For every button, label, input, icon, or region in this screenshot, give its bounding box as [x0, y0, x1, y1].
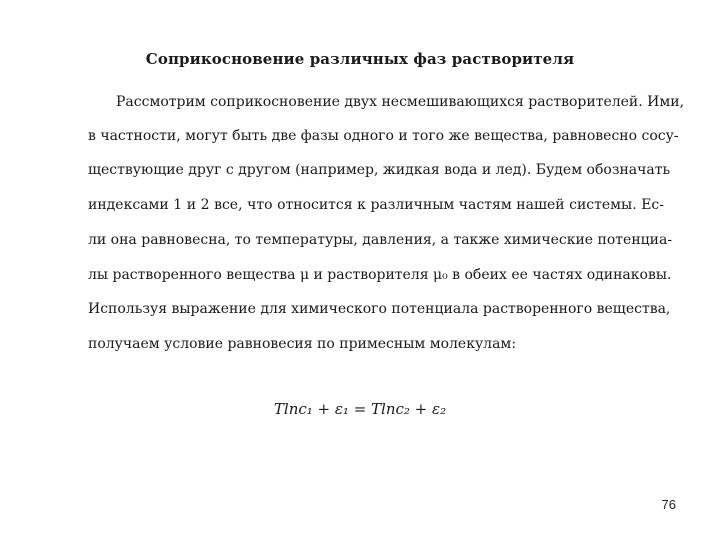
paragraph-line-4: индексами 1 и 2 все, что относится к различным частям нашей системы. Ес- [88, 197, 664, 213]
page-number: 76 [661, 497, 676, 512]
paragraph-line-2: в частности, могут быть две фазы одного и того же вещества, равновесно сосу- [88, 128, 679, 144]
paragraph-line-8: получаем условие равновесия по примесным молекулам: [88, 336, 517, 352]
equilibrium-formula: Tlnc₁ + ε₁ = Tlnc₂ + ε₂ [273, 400, 447, 418]
paragraph-line-3: ществующие друг с другом (например, жидкая вода и лед). Будем обозначать [88, 162, 671, 178]
section-title: Соприкосновение различных фаз растворителя [145, 50, 575, 68]
paragraph-line-1: Рассмотрим соприкосновение двух несмешивающихся растворителей. Ими, [116, 94, 685, 110]
paragraph-line-6: лы растворенного вещества μ и растворителя μ₀ в обеих ее частях одинаковы. [88, 267, 672, 283]
paragraph-line-7: Используя выражение для химического потенциала растворенного вещества, [88, 301, 671, 317]
paragraph-line-5: ли она равновесна, то температуры, давления, а также химические потенциа- [88, 232, 673, 248]
